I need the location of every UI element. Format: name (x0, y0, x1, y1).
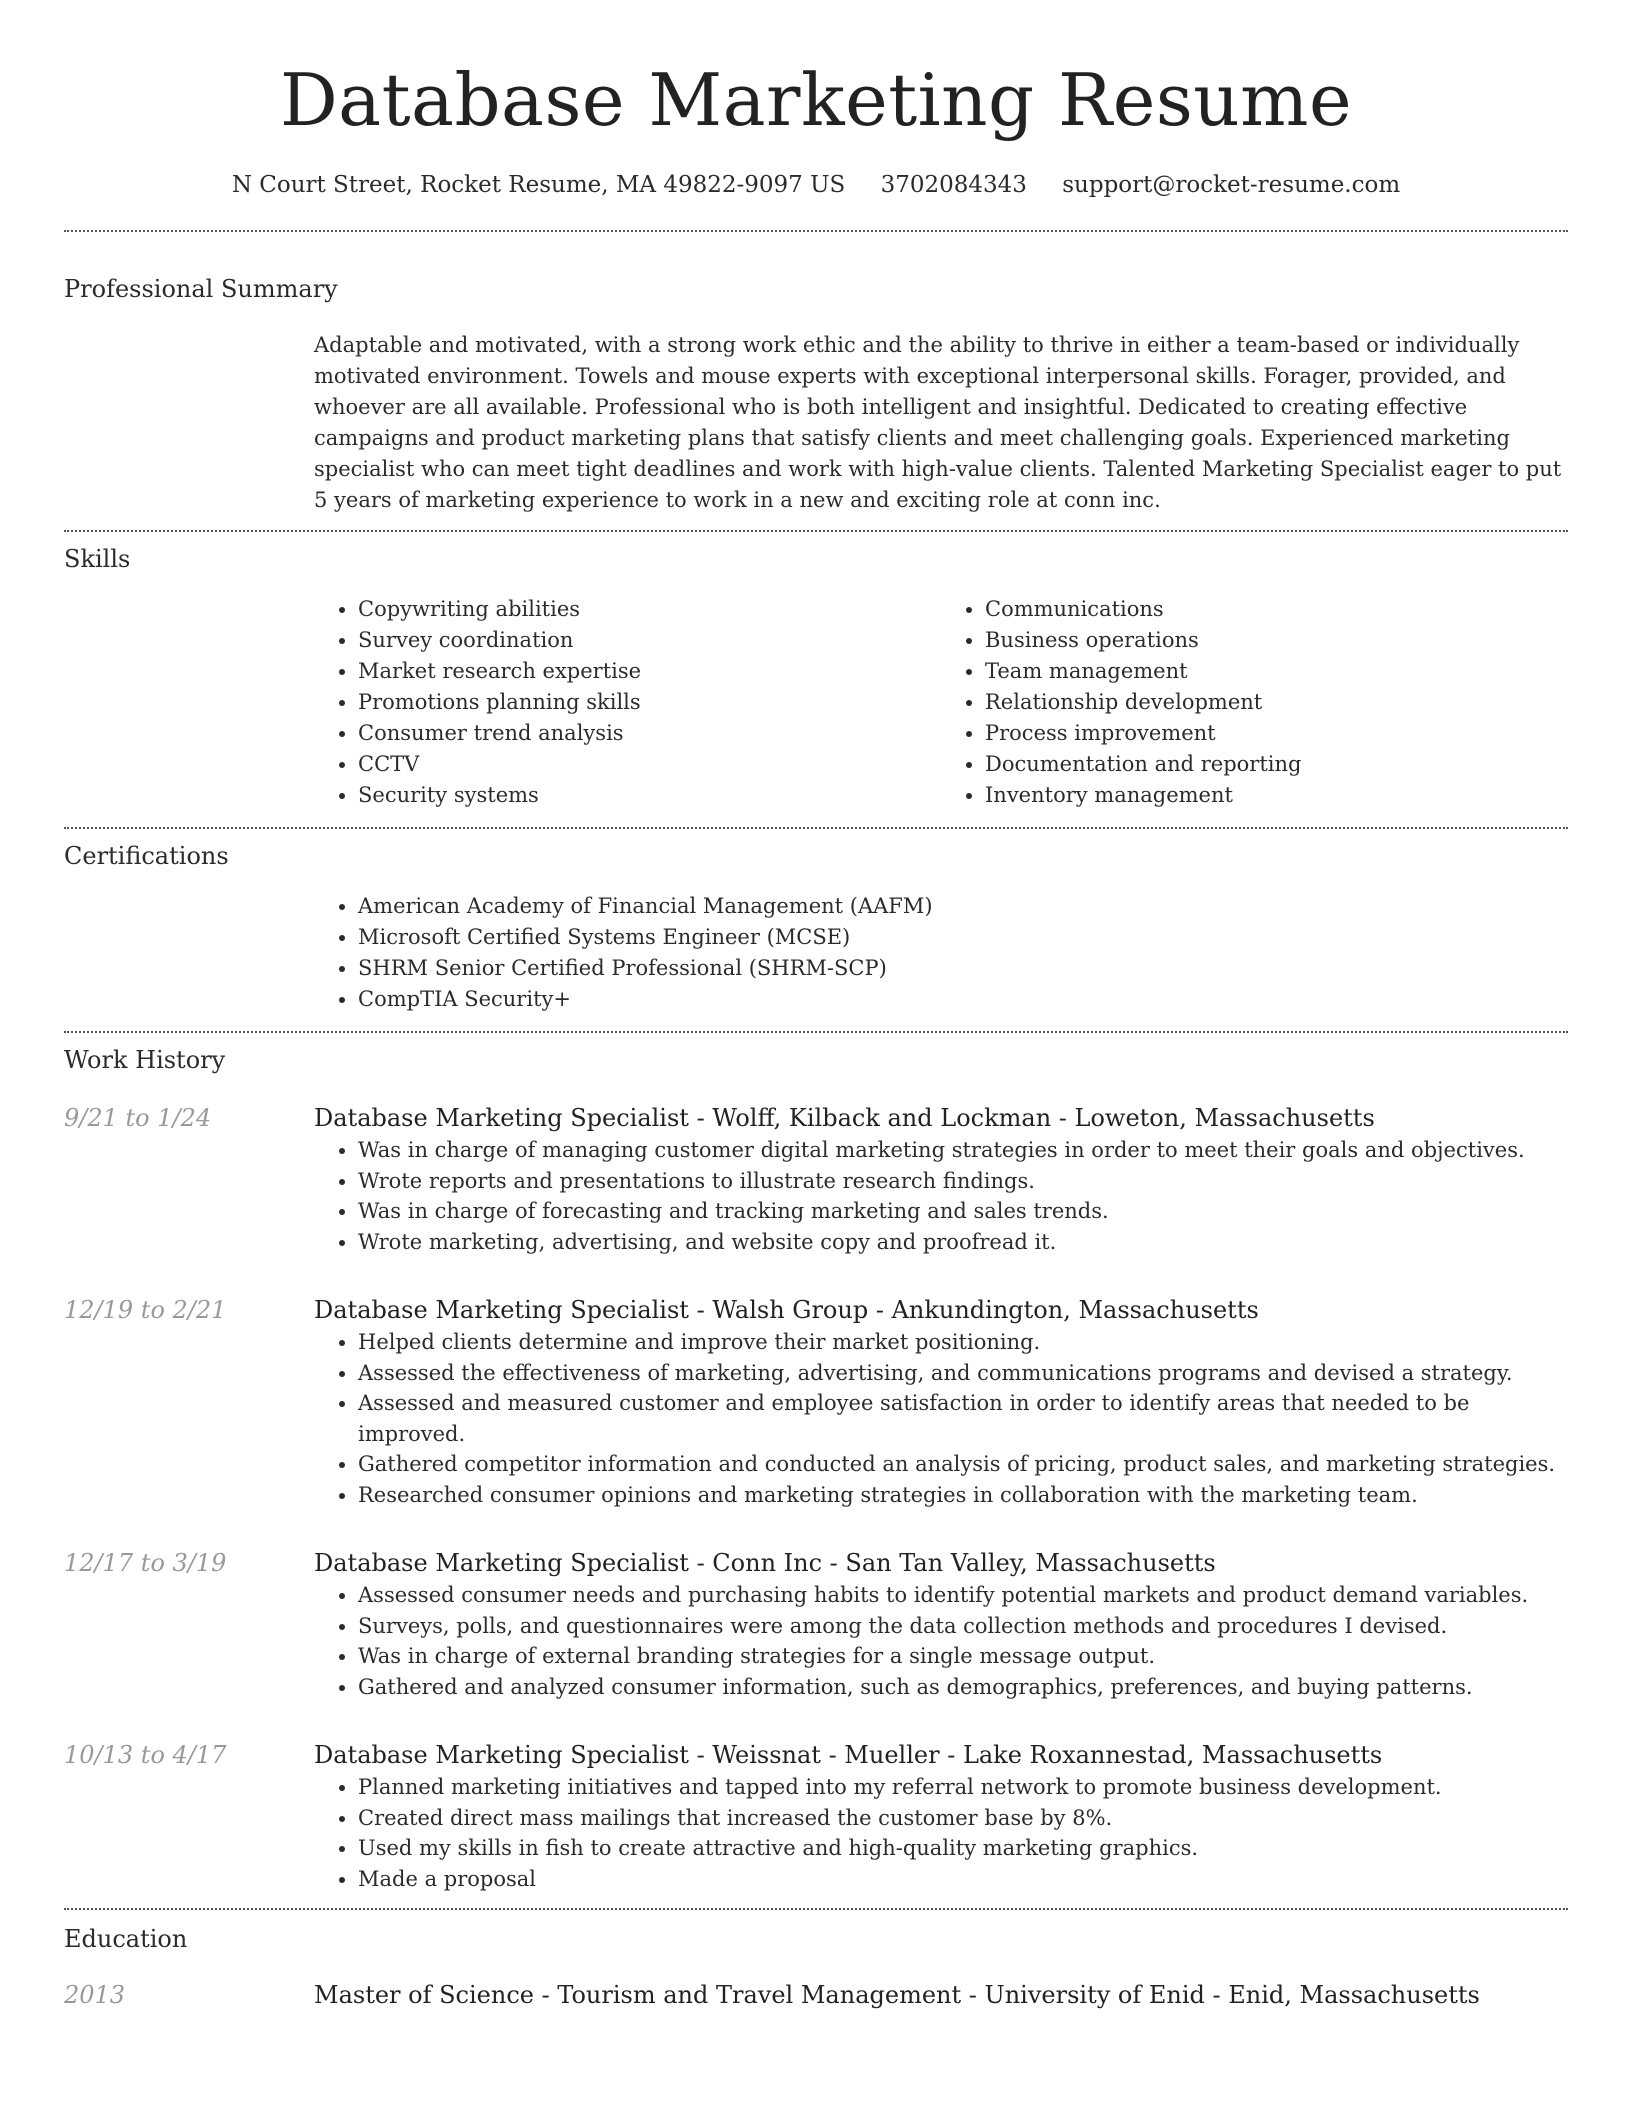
job-details (314, 1101, 1568, 1257)
job-bullet: • Wrote marketing, advertising, and website copy and proofread it. (358, 1227, 1568, 1258)
section-title-certifications: Certifications (64, 842, 229, 870)
skills-list-right (941, 594, 1568, 811)
job-bullet: • Helped clients determine and improve their market positioning. (358, 1327, 1568, 1358)
contact-line (64, 168, 1568, 202)
skill-item: • Documentation and reporting (985, 749, 1568, 780)
job-entry (64, 1546, 1568, 1702)
job-bullet: • Assessed the effectiveness of marketing, advertising, and communications programs and devised a strategy. (358, 1358, 1568, 1389)
contact-phone: 3702084343 (880, 172, 1027, 198)
job-details (314, 1546, 1568, 1702)
skill-item: • Communications (985, 594, 1568, 625)
certification-item: • SHRM Senior Certified Professional (SHRM-SCP) (358, 953, 1568, 984)
job-dates: 10/13 to 4/17 (64, 1741, 227, 1769)
job-bullet: • Was in charge of managing customer digital marketing strategies in order to meet their goals and objectives. (358, 1135, 1568, 1166)
section-title-education: Education (64, 1925, 188, 1953)
education-details (314, 1978, 1568, 2012)
certification-item: • American Academy of Financial Management (AAFM) (358, 891, 1568, 922)
job-bullets (314, 1327, 1568, 1510)
skill-item: • Promotions planning skills (358, 687, 941, 718)
certifications-section (64, 829, 1568, 1031)
skill-item: • Consumer trend analysis (358, 718, 941, 749)
skill-item: • Security systems (358, 780, 941, 811)
job-entry (64, 1738, 1568, 1908)
job-title: Database Marketing Specialist - Wolff, Kilback and Lockman - Loweton, Massachusetts (314, 1104, 1375, 1132)
job-bullets (314, 1580, 1568, 1702)
skill-item: • Copywriting abilities (358, 594, 941, 625)
job-dates: 12/19 to 2/21 (64, 1296, 227, 1324)
job-title: Database Marketing Specialist - Weissnat - Mueller - Lake Roxannestad, Massachusetts (314, 1741, 1383, 1769)
job-dates: 9/21 to 1/24 (64, 1104, 212, 1132)
skills-list-left (314, 594, 941, 811)
education-entry (64, 1978, 1568, 2012)
education-year: 2013 (64, 1981, 126, 2009)
job-title: Database Marketing Specialist - Walsh Group - Ankundington, Massachusetts (314, 1296, 1259, 1324)
summary-text: Adaptable and motivated, with a strong work ethic and the ability to thrive in either a team-based or individually motivated environment. Towels and mouse experts with exceptional interpersonal skills. Forager, provided, and whoever are all available. Professional who is both intelligent and insightful. Dedicated to creating effective campaigns and product marketing plans that satisfy clients and meet challenging goals. Experienced marketing specialist who can meet tight deadlines and work with high-value clients. Talented Marketing Specialist eager to put 5 years of marketing experience to work in a new and exciting role at conn inc. (314, 333, 1562, 512)
job-bullet: • Surveys, polls, and questionnaires were among the data collection methods and procedures I devised. (358, 1611, 1568, 1642)
job-title: Database Marketing Specialist - Conn Inc - San Tan Valley, Massachusetts (314, 1549, 1216, 1577)
skill-item: • Inventory management (985, 780, 1568, 811)
job-details (314, 1738, 1568, 1894)
certifications-list (314, 891, 1568, 1015)
education-degree: Master of Science - Tourism and Travel Management - University of Enid - Enid, Massachusetts (314, 1981, 1480, 2009)
education-section (64, 1910, 1568, 2012)
job-dates: 12/17 to 3/19 (64, 1549, 227, 1577)
job-bullet: • Was in charge of external branding strategies for a single message output. (358, 1641, 1568, 1672)
job-bullets (314, 1772, 1568, 1894)
skill-item: • Relationship development (985, 687, 1568, 718)
job-bullet: • Planned marketing initiatives and tapped into my referral network to promote business development. (358, 1772, 1568, 1803)
skill-item: • Survey coordination (358, 625, 941, 656)
section-title-summary: Professional Summary (64, 275, 338, 303)
work-history-section (64, 1033, 1568, 1908)
job-bullet: • Made a proposal (358, 1864, 1568, 1895)
job-bullets (314, 1135, 1568, 1257)
professional-summary-section (64, 232, 1568, 530)
job-bullet: • Wrote reports and presentations to illustrate research findings. (358, 1166, 1568, 1197)
job-bullet: • Researched consumer opinions and marketing strategies in collaboration with the marketing team. (358, 1480, 1568, 1511)
job-entry (64, 1101, 1568, 1257)
job-bullet: • Gathered competitor information and conducted an analysis of pricing, product sales, and marketing strategies. (358, 1449, 1568, 1480)
contact-address: N Court Street, Rocket Resume, MA 49822-9097 US (231, 172, 846, 198)
section-title-skills: Skills (64, 545, 131, 573)
job-entry (64, 1293, 1568, 1510)
job-bullet: • Assessed and measured customer and employee satisfaction in order to identify areas that needed to be improved. (358, 1388, 1568, 1449)
section-title-work-history: Work History (64, 1046, 226, 1074)
contact-email: support@rocket-resume.com (1062, 172, 1401, 198)
certifications-block (314, 873, 1568, 1031)
resume-header (64, 0, 1568, 202)
certification-item: • Microsoft Certified Systems Engineer (MCSE) (358, 922, 1568, 953)
skill-item: • Market research expertise (358, 656, 941, 687)
skills-section (64, 532, 1568, 827)
skill-item: • Process improvement (985, 718, 1568, 749)
job-bullet: • Was in charge of forecasting and tracking marketing and sales trends. (358, 1196, 1568, 1227)
skill-item: • Team management (985, 656, 1568, 687)
job-bullet: • Gathered and analyzed consumer information, such as demographics, preferences, and buying patterns. (358, 1672, 1568, 1703)
resume-title: Database Marketing Resume (279, 58, 1353, 142)
certification-item: • CompTIA Security+ (358, 984, 1568, 1015)
skill-item: • CCTV (358, 749, 941, 780)
job-bullet: • Used my skills in fish to create attractive and high-quality marketing graphics. (358, 1833, 1568, 1864)
skills-grid (314, 576, 1568, 827)
job-bullet: • Assessed consumer needs and purchasing habits to identify potential markets and product demand variables. (358, 1580, 1568, 1611)
job-details (314, 1293, 1568, 1510)
job-bullet: • Created direct mass mailings that increased the customer base by 8%. (358, 1803, 1568, 1834)
skill-item: • Business operations (985, 625, 1568, 656)
